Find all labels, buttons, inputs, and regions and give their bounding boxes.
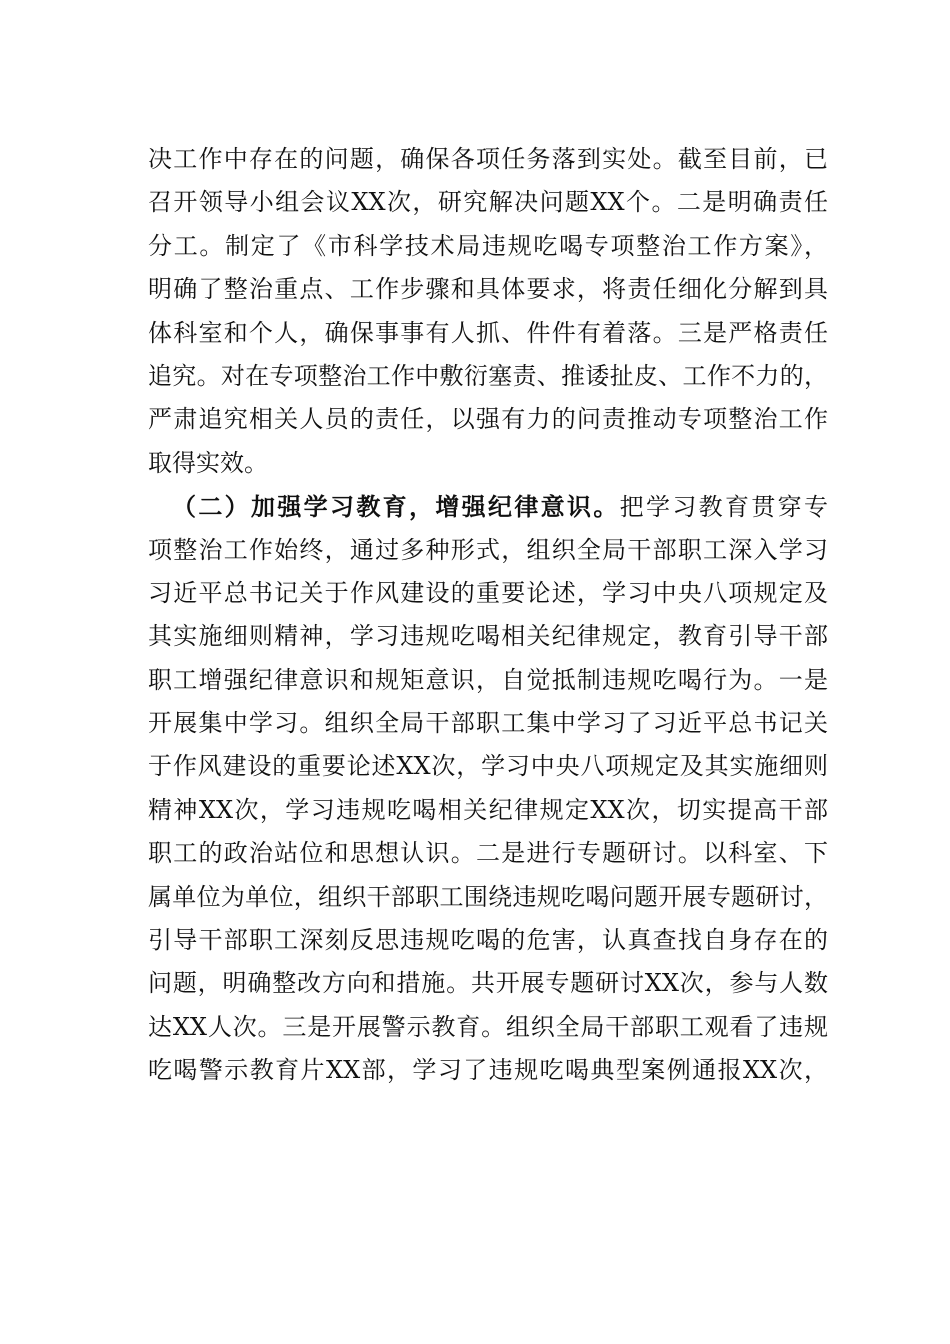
text-line: 召开领导小组会议XX次，研究解决问题XX个。二是明确责任 [148, 188, 828, 217]
section-heading-continuation: 把学习教育贯穿专 [619, 493, 829, 522]
text-line: 追究。对在专项整治工作中敷衍塞责、推诿扯皮、工作不力的， [148, 361, 828, 390]
text-line: 于作风建设的重要论述XX次，学习中央八项规定及其实施细则 [148, 752, 828, 781]
text-line: 开展集中学习。组织全局干部职工集中学习了习近平总书记关 [148, 709, 828, 738]
text-line: 问题，明确整改方向和措施。共开展专题研讨XX次，参与人数 [148, 969, 828, 998]
section-heading-line [148, 485, 828, 528]
text-line: 严肃追究相关人员的责任，以强有力的问责推动专项整治工作 [148, 405, 828, 434]
text-line: 吃喝警示教育片XX部，学习了违规吃喝典型案例通报XX次， [148, 1056, 828, 1085]
text-line: 决工作中存在的问题，确保各项任务落到实处。截至目前，已 [148, 145, 828, 173]
text-line: 属单位为单位，组织干部职工围绕违规吃喝问题开展专题研讨， [148, 882, 828, 911]
text-line: 职工的政治站位和思想认识。二是进行专题研讨。以科室、下 [148, 839, 828, 868]
text-line: 项整治工作始终，通过多种形式，组织全局干部职工深入学习 [148, 535, 828, 564]
document-body [148, 138, 828, 1093]
text-line: 精神XX次，学习违规吃喝相关纪律规定XX次，切实提高干部 [148, 795, 828, 824]
section-heading: （二）加强学习教育，增强纪律意识。 [172, 492, 620, 522]
text-line: 职工增强纪律意识和规矩意识，自觉抵制违规吃喝行为。一是 [148, 665, 828, 694]
text-line: 达XX人次。三是开展警示教育。组织全局干部职工观看了违规 [148, 1012, 828, 1041]
text-line: 明确了整治重点、工作步骤和具体要求，将责任细化分解到具 [148, 275, 828, 304]
text-line: 取得实效。 [148, 448, 268, 477]
text-line: 引导干部职工深刻反思违规吃喝的危害，认真查找自身存在的 [148, 926, 828, 955]
text-line: 体科室和个人，确保事事有人抓、件件有着落。三是严格责任 [148, 318, 828, 347]
text-line: 分工。制定了《市科学技术局违规吃喝专项整治工作方案》， [148, 231, 828, 260]
text-line: 习近平总书记关于作风建设的重要论述，学习中央八项规定及 [148, 578, 828, 607]
text-line: 其实施细则精神，学习违规吃喝相关纪律规定，教育引导干部 [148, 622, 828, 651]
